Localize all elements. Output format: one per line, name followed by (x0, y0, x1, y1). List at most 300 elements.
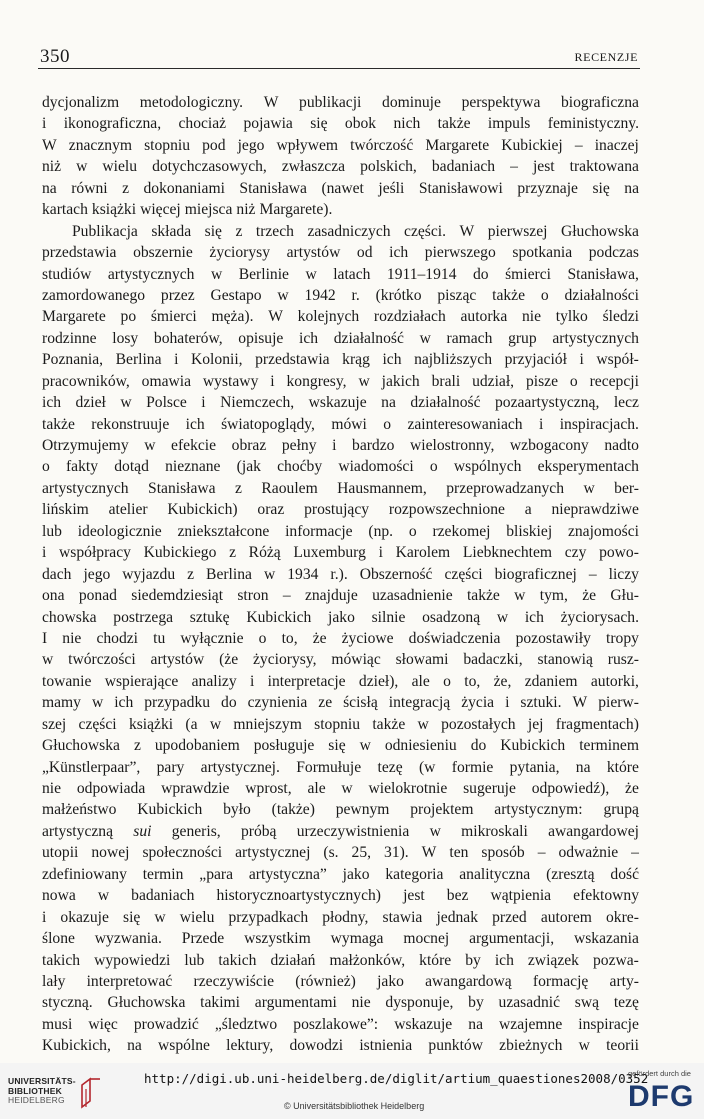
word: wskazania (573, 930, 639, 948)
word: wymaga (330, 930, 384, 948)
word: interpretacje (267, 672, 346, 690)
word: mówiąc (331, 651, 381, 669)
word: mocnej (403, 930, 450, 948)
word: w (417, 715, 429, 733)
word: ikonograficzna, (63, 115, 162, 133)
word: to, (464, 672, 481, 690)
word: opisuje (238, 329, 284, 347)
word: Berlina (115, 351, 162, 369)
text-line (42, 821, 639, 842)
word: – (631, 844, 639, 862)
word: w (419, 329, 431, 347)
word: o (540, 286, 549, 304)
word: przedstawia (42, 244, 117, 262)
word: arty- (609, 972, 639, 990)
word: działań (270, 951, 316, 969)
word: Kubickiego (143, 544, 217, 562)
word: Niemczech, (220, 394, 295, 412)
word: wspierające (104, 672, 179, 690)
word: wzbogacony (509, 437, 589, 454)
word: takich (218, 951, 257, 969)
word: także (372, 715, 406, 733)
text-line (42, 1035, 639, 1056)
word: stron (237, 587, 269, 605)
word: pisząc (437, 286, 477, 304)
word: pozwa- (592, 951, 639, 969)
word: podczas (588, 244, 639, 262)
word: że (312, 629, 327, 647)
word: chociaż (178, 115, 227, 133)
word: badaczki, (463, 651, 523, 669)
word: z (187, 565, 195, 583)
word: znajomości (567, 522, 639, 540)
word: ponad (78, 587, 117, 605)
word: jej (527, 715, 544, 733)
word: dzieł (75, 394, 106, 412)
word: od (356, 244, 373, 262)
word: Kubickich, (42, 1037, 111, 1055)
word: postrzega (113, 608, 174, 626)
word: okre- (605, 908, 639, 926)
word: jest (532, 158, 555, 176)
word: Berlina (206, 565, 252, 583)
word: mniejszym (233, 715, 302, 733)
word: wszystkim (244, 930, 311, 948)
word: utopii (42, 844, 79, 862)
word: Hausmannem, (337, 479, 427, 497)
word: Formułuje (296, 758, 362, 776)
word: o (383, 415, 392, 433)
word: zamordowanego (42, 286, 146, 304)
dfg-logo[interactable] (626, 1079, 694, 1109)
word: Różą (248, 544, 281, 562)
word: Przede (181, 930, 225, 948)
word: ze (318, 694, 333, 712)
word: artystycznych (107, 265, 195, 283)
word: dysponuje, (385, 994, 454, 1012)
word: Margarete (425, 136, 490, 154)
text-line (42, 113, 639, 134)
text-line (42, 992, 639, 1013)
word: niż (236, 201, 256, 219)
word: pod (202, 136, 226, 154)
word: nie (62, 629, 82, 647)
word: przypadkach (228, 908, 309, 926)
text-line (42, 371, 639, 392)
word: o (42, 458, 50, 476)
word: jako (342, 865, 370, 883)
svg-text:DFG: DFG (628, 1080, 694, 1109)
word: odpowiada (76, 780, 146, 797)
word: Luxemburg (293, 544, 366, 562)
text-line (42, 242, 639, 263)
word: inspiracje (578, 1015, 639, 1033)
word: ich (185, 415, 205, 433)
word: w (429, 822, 441, 840)
word: to, (281, 629, 298, 647)
word: ale (411, 672, 430, 690)
word: urzeczywistnienia (296, 822, 410, 840)
word: wątpienia (490, 887, 552, 905)
word: dycjonalizm (42, 94, 120, 111)
word: i (538, 415, 544, 433)
word: ścisłą (343, 694, 378, 712)
word: pierw- (598, 694, 639, 712)
word: artystów (286, 244, 341, 262)
word: ten (449, 844, 469, 862)
word: kartach (42, 201, 88, 219)
word: nieprawdziwe (551, 501, 639, 519)
word: dominuje (382, 94, 441, 111)
word: książki (91, 201, 137, 219)
word: i (270, 372, 275, 390)
word: recepcji (589, 372, 639, 390)
word: lecz (613, 394, 639, 412)
word: poszlakowe”: (293, 1015, 379, 1033)
word: stopniu (314, 715, 361, 733)
text-line (42, 950, 639, 971)
word: chowska (42, 608, 97, 626)
running-title: RECENZJE (574, 50, 638, 64)
word: (także) (271, 801, 315, 819)
word: biograficznej (494, 565, 577, 583)
word: dotąd (114, 458, 149, 476)
word: współpracy (59, 544, 131, 562)
word: o (408, 522, 417, 540)
text-line (42, 907, 639, 928)
word: na (381, 394, 396, 412)
word: dość (610, 865, 639, 883)
word: siedemdziesiąt (131, 587, 224, 605)
word: wystawy (202, 372, 259, 390)
word: pisze (525, 372, 559, 390)
word: dokonaniami (143, 179, 225, 197)
word: i (201, 394, 206, 412)
word: życiowe (341, 629, 394, 647)
word: nie (351, 994, 371, 1012)
word: twórczości (68, 651, 136, 669)
word: mamy (42, 694, 81, 712)
word: i (505, 694, 510, 712)
word: przeprowadzanych (446, 479, 565, 497)
word: próbą (240, 822, 277, 840)
word: jako (328, 608, 355, 626)
word: rzekomej (432, 522, 491, 540)
word: tu (153, 629, 166, 647)
text-line (42, 671, 639, 692)
word: działalność (410, 394, 481, 412)
text-line (42, 456, 639, 477)
word: Gestapo (210, 286, 262, 304)
word: artystycznej. (200, 758, 280, 776)
source-url[interactable]: http://digi.ub.uni-heidelberg.de/diglit/artium_quaestiones2008/0352 (144, 1071, 649, 1086)
word: autorem (540, 908, 592, 926)
word: ale (307, 780, 326, 797)
word: związek (527, 951, 579, 969)
word: miejsca (184, 201, 233, 219)
library-name: UNIVERSITÄTS- BIBLIOTHEK HEIDELBERG (8, 1076, 76, 1105)
word: o (443, 672, 451, 690)
word: się (123, 908, 141, 926)
word: przypadku (144, 694, 211, 712)
word: o (429, 458, 438, 476)
word: pracowników, (42, 372, 130, 390)
word: rozdziałach (373, 308, 446, 326)
word: obok (344, 115, 377, 133)
word: nie (522, 308, 542, 326)
word: wiadomości (338, 458, 414, 476)
word: Obszerność (359, 565, 433, 583)
word: części (78, 715, 117, 733)
text-line (42, 349, 639, 370)
word: znajduje (304, 587, 358, 605)
word: składa (151, 222, 192, 240)
word: Kubickich) (167, 501, 238, 519)
text-line (42, 178, 639, 199)
word: termin (142, 865, 184, 883)
text-line (42, 521, 639, 542)
word: generis, (171, 822, 221, 840)
word: w (583, 479, 595, 497)
word: choćby (277, 458, 323, 476)
word: nie (42, 780, 62, 797)
word: wielokrotnie (368, 780, 448, 797)
word: 1911–1914 (386, 265, 457, 283)
text-line (42, 585, 639, 606)
word: czynienia (247, 694, 308, 712)
word: pary (156, 758, 185, 776)
word: zdaniem (524, 672, 578, 690)
word: pierwszego (424, 244, 496, 262)
word: by (465, 951, 481, 969)
word: o (258, 629, 267, 647)
word: z (235, 222, 243, 240)
word: (krótko (375, 286, 422, 304)
word: informacje (285, 522, 353, 540)
text-line (42, 799, 639, 820)
word: w (97, 887, 110, 905)
word: w (359, 737, 371, 755)
word: artystyczna” (248, 865, 327, 883)
word: „śledztwo (214, 1015, 278, 1033)
word: jako (377, 972, 404, 990)
word: publikacji (299, 94, 362, 111)
word: na (127, 1037, 142, 1055)
word: brali (431, 372, 461, 390)
word: spotkania (512, 244, 573, 262)
text-line (42, 542, 639, 563)
text-line (42, 306, 639, 327)
word: lektury, (226, 1037, 274, 1055)
word: światopoglądy, (221, 415, 315, 433)
word: które (419, 951, 452, 969)
word: w (154, 908, 166, 926)
word: (np. (368, 522, 394, 540)
word: rodzinne (42, 329, 97, 347)
word: więcej (140, 201, 181, 219)
word: w (341, 780, 353, 797)
word: perspektywa (461, 94, 541, 111)
word: tym, (539, 587, 568, 605)
text-line (42, 435, 639, 456)
text-line (42, 199, 639, 220)
word: się (204, 222, 222, 240)
body-text (42, 92, 639, 1057)
word: współ- (596, 351, 639, 369)
word: przedstawia (255, 351, 330, 369)
word: analizy (191, 672, 237, 690)
word: wielu (179, 908, 215, 926)
word: terminem (579, 737, 639, 755)
word: 1934 (287, 565, 319, 583)
word: projektem (410, 801, 474, 819)
copyright-notice: © Universitätsbibliothek Heidelberg (284, 1101, 425, 1111)
word: pytania, (509, 758, 560, 776)
word: 31). (384, 844, 409, 862)
word: (również) (295, 972, 356, 990)
word: (w (418, 758, 436, 776)
word: jakich (381, 372, 420, 390)
word: w (210, 265, 223, 283)
word: Głuchowska (560, 222, 639, 240)
word: bardzo (352, 437, 395, 454)
word: upodobaniem (154, 737, 240, 755)
word: że (625, 780, 639, 797)
word: się (592, 179, 610, 197)
text-line (42, 1014, 639, 1035)
word: śmierci (150, 308, 197, 326)
word: jeśli (378, 179, 405, 197)
word: Polsce (146, 394, 187, 412)
word: o (569, 372, 578, 390)
word: małżonków, (329, 951, 406, 969)
text-line (42, 478, 639, 499)
word: prowadzić (133, 1015, 199, 1033)
word: odważnie (558, 844, 619, 862)
word: uzasadnić (498, 994, 561, 1012)
word: W (459, 222, 475, 240)
word: obszernie (133, 244, 193, 262)
word: działalność (333, 329, 404, 347)
text-line (42, 692, 639, 713)
word: wyłącznie (180, 629, 244, 647)
word: powo- (599, 544, 639, 562)
word: nieznane (165, 458, 221, 476)
word: efekcie (171, 437, 217, 454)
word: z (229, 544, 236, 562)
word: i (332, 437, 337, 454)
word: dach (42, 565, 72, 583)
word: rozpowszechnione (388, 501, 505, 519)
word: Liebknechtem (462, 544, 553, 562)
word: Stanisława, (567, 265, 639, 283)
word: życiorysy, (253, 651, 317, 669)
word: posługuje (253, 737, 315, 755)
word: feministyczny. (547, 115, 639, 133)
word: pozostałych (441, 715, 516, 733)
word: ich (524, 608, 544, 626)
word: nich (393, 115, 421, 133)
word: prostujący (304, 501, 370, 519)
word: ich (389, 244, 409, 262)
word: takich (42, 951, 81, 969)
word: takimi (200, 994, 241, 1012)
word: nowa (42, 887, 76, 905)
word: sugeruje (463, 780, 516, 797)
word: z (235, 479, 242, 497)
word: wprawdzie (161, 780, 230, 797)
text-line (42, 392, 639, 413)
word: tezę (613, 994, 639, 1012)
word: przez (160, 286, 195, 304)
word: zniekształcone (177, 522, 270, 540)
word: w (42, 651, 54, 669)
word: pełny (281, 437, 317, 454)
word: trzech (255, 222, 294, 240)
word: w (76, 158, 88, 176)
word: także (466, 587, 500, 605)
word: stawia (382, 908, 423, 926)
word: w (209, 715, 222, 733)
word: w (144, 437, 156, 454)
word: nowej (91, 844, 130, 862)
library-logo[interactable] (8, 1077, 118, 1111)
word: wielu (102, 158, 138, 176)
word: odpowiedź), (531, 780, 610, 797)
word: by (468, 994, 484, 1012)
word: inaczej (594, 136, 639, 154)
word: w (91, 694, 104, 712)
word: szej (42, 715, 67, 733)
word: ich (382, 351, 402, 369)
word: lińskim (42, 501, 89, 519)
word: traktowana (569, 158, 639, 176)
word: społeczności (142, 844, 223, 862)
word: ramach (446, 329, 493, 347)
word: Stanisława (148, 479, 216, 497)
word: znacznym (68, 136, 133, 154)
word: 1942 (304, 286, 336, 304)
word: Głuchowska (42, 737, 120, 755)
word: W (572, 694, 588, 712)
word: teorii (606, 1037, 639, 1055)
word: artystów (150, 651, 205, 669)
word: także (492, 286, 526, 304)
word: wspólnych (453, 458, 522, 476)
word: Kubickich (137, 801, 203, 819)
word: styczną. (42, 994, 93, 1012)
word: i (42, 115, 47, 133)
word: ich (42, 394, 62, 412)
word: – (574, 136, 583, 154)
word: lub (184, 951, 205, 969)
word: artystycznych (42, 479, 129, 497)
word: fragmentach) (555, 715, 639, 733)
word: W (268, 308, 283, 326)
word: słowami (395, 651, 449, 669)
word: jest (403, 887, 425, 905)
word: obraz (231, 437, 267, 454)
text-line (42, 757, 639, 778)
word: pojawia (243, 115, 293, 133)
word: sztuki. (520, 694, 562, 712)
word: oraz (257, 501, 285, 519)
text-line (42, 864, 639, 885)
word: zdefiniowany (42, 865, 127, 883)
word: w (120, 394, 132, 412)
word: tezę (377, 758, 403, 776)
word: Berlinie (238, 265, 289, 283)
